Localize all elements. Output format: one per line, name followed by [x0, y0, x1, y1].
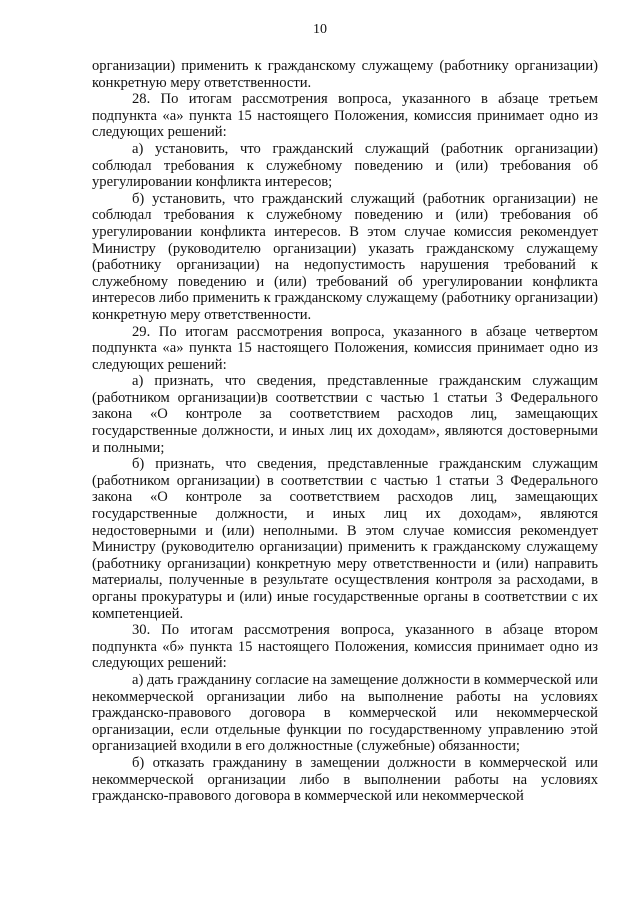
- document-body: [92, 58, 598, 805]
- paragraph-continuation: организации) применить к гражданскому служащему (работнику организации) конкретную меру ответственности.: [92, 58, 598, 91]
- paragraph-item-30: 30. По итогам рассмотрения вопроса, указанного в абзаце втором подпункта «б» пункта 15 настоящего Положения, комиссия принимает одно из следующих решений:: [92, 622, 598, 672]
- page-number: 10: [313, 22, 327, 37]
- paragraph-30-b: б) отказать гражданину в замещении должности в коммерческой или некоммерческой организации либо в выполнении работы на условиях гражданско-правового договора в коммерческой или некоммерческой: [92, 754, 598, 805]
- paragraph-28-b: б) установить, что гражданский служащий (работник организации) не соблюдал требования к служебному поведению и (или) требования об урегулировании конфликта интересов. В этом случае комиссия рекомендует Министру (руководителю организации) указать гражданскому служащему (работнику организации) на недопустимость нарушения требований к служебному поведению и (или) требований об урегулировании конфликта интересов либо применить к гражданскому служащему (работнику организации) конкретную меру ответственности.: [92, 190, 598, 323]
- paragraph-29-b: б) признать, что сведения, представленные гражданским служащим (работником организации) в соответствии с частью 1 статьи 3 Федерального закона «О контроле за соответствием расходов лиц, замещающих государственные должности, и иных лиц их доходам», являются недостоверными и (или) неполными. В этом случае комиссия рекомендует Министру (руководителю организации) применить к гражданскому служащему (работнику организации) конкретную меру ответственности и (или) направить материалы, полученные в результате осуществления контроля за расходами, в органы прокуратуры и (или) иные государственные органы в соответствии с их компетенцией.: [92, 456, 598, 622]
- paragraph-item-29: 29. По итогам рассмотрения вопроса, указанного в абзаце четвертом подпункта «а» пункта 15 настоящего Положения, комиссия принимает одно из следующих решений:: [92, 323, 598, 373]
- paragraph-29-a: а) признать, что сведения, представленные гражданским служащим (работником организации)в соответствии с частью 1 статьи 3 Федерального закона «О контроле за соответствием расходов лиц, замещающих государственные должности, и иных лиц их доходам», являются достоверными и полными;: [92, 373, 598, 456]
- paragraph-30-a: а) дать гражданину согласие на замещение должности в коммерческой или некоммерческой организации либо на выполнение работы на условиях гражданско-правового договора в коммерческой или некоммерческой организации, если отдельные функции по государственному управлению этой организацией входили в его должностные (служебные) обязанности;: [92, 671, 598, 755]
- paragraph-item-28: 28. По итогам рассмотрения вопроса, указанного в абзаце третьем подпункта «а» пункта 15 настоящего Положения, комиссия принимает одно из следующих решений:: [92, 91, 598, 141]
- paragraph-28-a: а) установить, что гражданский служащий (работник организации) соблюдал требования к служебному поведению и (или) требования об урегулировании конфликта интересов;: [92, 140, 598, 191]
